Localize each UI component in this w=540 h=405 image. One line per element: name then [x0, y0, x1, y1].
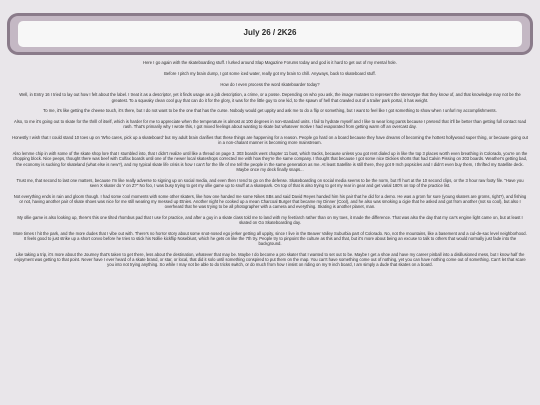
post-paragraph: Well, in Entry 16 I tried to lay out how I felt about the label. I treat it as a descriptor, yet it finds usage as a job description, a crime, or a posse. Depending on who you ask, the image mutates to represent the stereotype that they know of, and that knowledge may not be the greatest. To a squeaky clean cool guy that can do it for the glory, it was for the little guy to one kid, to the spawn of hell that crawled out of a trailer park portal, it has weight. — [19, 92, 521, 103]
post-paragraph: Also, to me it's going out to skate for the thrill of itself, which is harder for me to appreciate when the temperature is almost at 100 degrees in non-standard units. I fail to hydrate myself and I like to wear long pants because I pretend that it'll be better than getting full contact road rash. That's primarily why I wrote this, I got mixed feelings about wanting to skate but whatever motive I had evaporated from getting warm off an overcast day. — [13, 119, 527, 130]
journal-page — [6, 6, 534, 405]
post-paragraph: Before I pitch my brain dump, I got some iced water, really got my brain to chill. Anyways, back to skateboard stuff. — [164, 70, 376, 76]
post-body — [10, 60, 530, 405]
title-banner — [10, 16, 530, 52]
post-paragraph: More times I hit the park, and the more dudes that I vibe out with. There's no horror story about some snot-nosed ego jerker getting all uppity, since I live in the Beaver Valley Suburbia part of Colorado. No, not the mountains, like a basement and a cul-de-sac level neighborhood. It feels good to just strike up a short convo before he tries to stick his Nollie kickflip Noseblunt, which he gets on like the 7th try. People try to pinpoint the culture as this and that, but it's more about being an excuse to talk to others that would normally just fade into the background. — [13, 230, 527, 247]
post-paragraph: How do I even process the word skateboarder today? — [220, 81, 320, 87]
post-title: July 26 / 2K26 — [243, 28, 297, 37]
post-paragraph: Also lemme chip in with some of the skate shop lore that I stumbled into, that I didn't realize until like a thread on page 3. 303 boards went chapter 11 bust, which tracks, because unless you got rent dialed up in like the top 3 places worth even breathing in Colorado, you're on the chopping block. Nice peeps, thought there was beef with Colfax boards until one of the newer local skateshops corrected me with how they're the same company. I thought that because I got some nice Dickies shorts that had Calvin Pissing on 303 boards. Weather's getting bad, the economy is sucking for skateland (what else is new?), and my typical skate life crisis is how I can't for the life of me tell the people in the same generation as me. At least Satellite is still there, they got 9 Inch popsicles and I didn't even buy them, I thrifted my Satellite deck. Maybe once my deck finally snaps... — [12, 151, 528, 172]
post-paragraph: My ollie game is also looking up, there's this one tilted rhombus pad that I use for practice, and after a guy in a skate class told me to land with my feet/arch rather than on my toes, it made the difference. That was also the day that my car's engine light came on, but at least I skated on Go Skateboarding day. — [17, 214, 523, 225]
post-paragraph: Trust me, that second to last one matters, because I'm like really adverse to signing up on social media, and even then I tend to go on the defense. Skateboarding on social media seems to be the norm, but I'll hurt at the 10 second clips, or the 3 hour raw footy file. "Have you seen X skater do Y on Z?" No foo, I was busy trying to get my ollie game up to snuff at a skatepark. On top of that is also trying to get my rear in gear and get varial 180's on top of the practice list. — [16, 177, 524, 188]
post-paragraph: Not everything ends in rain and gloom though. I had some cool moments with some other skaters, like how one handed me some Nikes SBs and said David Reyes handed him his pair that he did for a demo. He was a grom for sure (young skaters are groms, right?), and fishing or not, having another pair of skate shoes was nice for me still wearing my messed up Etnies. Another night he cooked up a mean Charcoal Burger that became my Dinner (Cool), and he also was smoking a cigie that he asked and got from another (not so cool), but also I overheard that he was trying to be all photographer with a camera and everything. Skating is another planet, man. — [13, 193, 527, 209]
post-paragraph: Here I go again with the skateboarding stuff. I lurked around Slap Magazine Forums today and god is it hard to get out of my mental hole. — [143, 60, 397, 65]
title-banner-inner — [18, 21, 522, 47]
post-paragraph: To me, it's like getting the cheese touch, it's there, but I do not want to be the one that has the curse. Nobody would get uppity and ask me to do a flip or something, but I want to feel like I got something to show when I unfurl my accomplishments. — [43, 108, 497, 114]
post-paragraph: Like taking a trip, it's more about the Journey that's taken to get there, less about the destination, whatever that may be. Maybe I do become a pro skater that I wanted to set out to be. Maybe I get a shoe and have my career pinball into a disillusioned mess, but I know half the enjoyment was getting to that point. Never have I ever heard of a skate brand, or star, or local, that did it solo until something conspired to put them on the map. You can't have something come out of nothing, yet you can have nothing come out of something. Can't let that scare you into not trying anything. So while I may not be able to do tricks switch, or do much from how I insist on riding on my 9 inch board, I am simply a dude that skates on a board. — [14, 252, 526, 268]
post-paragraph: Honestly I wish that I could stand 10 toes up on 'Who cares, pick up a skateboard' but my adult brain clarifies that these things are happening for a reason. People go hard on a board because they have dreams of becoming the hottest hollywood super thing, or because going out in a non-chalant manner is becoming more mainstream. — [12, 135, 528, 146]
